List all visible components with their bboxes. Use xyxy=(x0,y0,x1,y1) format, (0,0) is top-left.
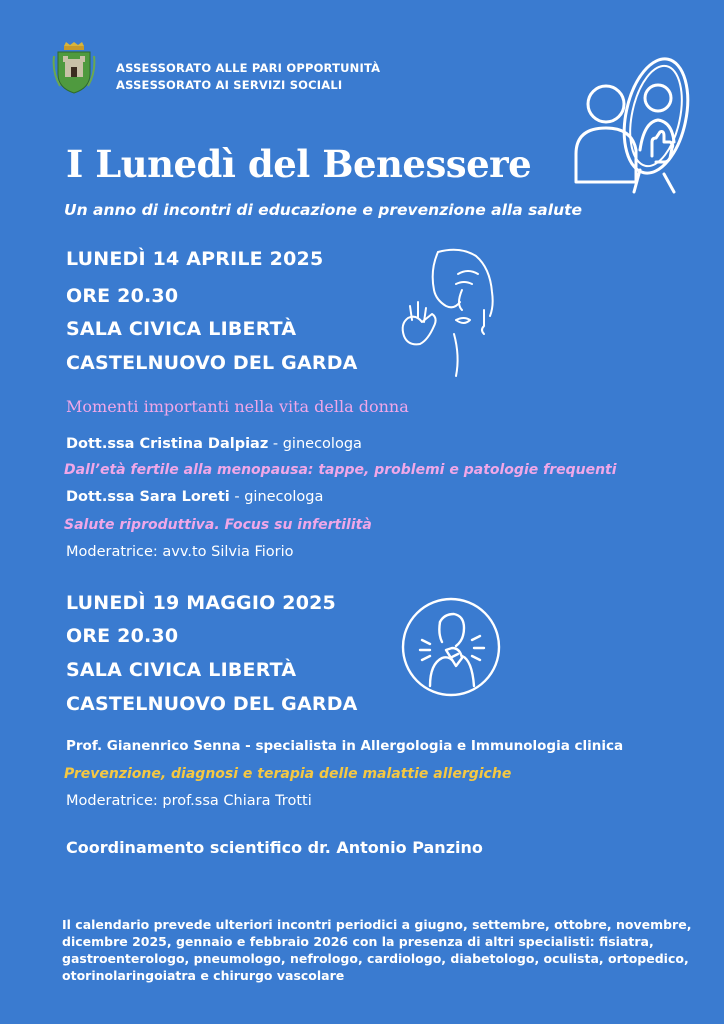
event1-speaker2 xyxy=(66,489,323,505)
event2-talk: Prevenzione, diagnosi e terapia delle malattie allergiche xyxy=(64,766,512,782)
mirror-thumbs-up-icon xyxy=(570,50,694,198)
scientific-coordination: Coordinamento scientifico dr. Antonio Panzino xyxy=(66,838,483,857)
event1-talk1: Dall’età fertile alla menopausa: tappe, problemi e patologie frequenti xyxy=(64,462,617,478)
event1-town: CASTELNUOVO DEL GARDA xyxy=(66,352,358,374)
event1-speaker1 xyxy=(66,436,362,452)
event1-speaker1-role: - ginecologa xyxy=(268,436,362,452)
event2-town: CASTELNUOVO DEL GARDA xyxy=(66,693,358,715)
event2-venue: SALA CIVICA LIBERTÀ xyxy=(66,659,297,681)
event1-talk2: Salute riproduttiva. Focus su infertilità xyxy=(64,517,372,533)
event1-speaker2-name: Dott.ssa Sara Loreti xyxy=(66,489,230,505)
department-pari-opportunita: ASSESSORATO ALLE PARI OPPORTUNITÀ xyxy=(116,61,381,75)
sneezing-person-icon xyxy=(400,596,502,698)
department-servizi-sociali: ASSESSORATO AI SERVIZI SOCIALI xyxy=(116,78,343,92)
event2-moderator: Moderatrice: prof.ssa Chiara Trotti xyxy=(66,793,312,809)
event1-speaker2-role: - ginecologa xyxy=(229,489,324,505)
event2-speaker: Prof. Gianenrico Senna - specialista in Allergologia e Immunologia clinica xyxy=(66,738,624,754)
event1-moderator: Moderatrice: avv.to Silvia Fiorio xyxy=(66,544,294,560)
event2-time: ORE 20.30 xyxy=(66,625,179,647)
event2-date: LUNEDÌ 19 MAGGIO 2025 xyxy=(66,592,336,614)
event1-date: LUNEDÌ 14 APRILE 2025 xyxy=(66,248,324,270)
page-subtitle: Un anno di incontri di educazione e prevenzione alla salute xyxy=(64,201,583,219)
event1-topic: Momenti importanti nella vita della donna xyxy=(66,397,409,416)
town-crest-icon xyxy=(52,42,96,94)
event1-speaker1-name: Dott.ssa Cristina Dalpiaz xyxy=(66,436,269,452)
event1-time: ORE 20.30 xyxy=(66,285,179,307)
footer-calendar-note: Il calendario prevede ulteriori incontri periodici a giugno, settembre, ottobre, novembre, dicembre 2025, gennaio e febbraio 2026 con la presenza di altri specialisti: fisiatra, gastroenterologo, pneumologo, nefrologo, cardiologo, diabetologo, oculista, ortopedico, otorinolaringoiatra e chirurgo vascolare xyxy=(62,917,692,983)
page-title: I Lunedì del Benessere xyxy=(66,142,532,186)
event1-venue: SALA CIVICA LIBERTÀ xyxy=(66,318,297,340)
woman-face-line-art-icon xyxy=(398,244,500,380)
